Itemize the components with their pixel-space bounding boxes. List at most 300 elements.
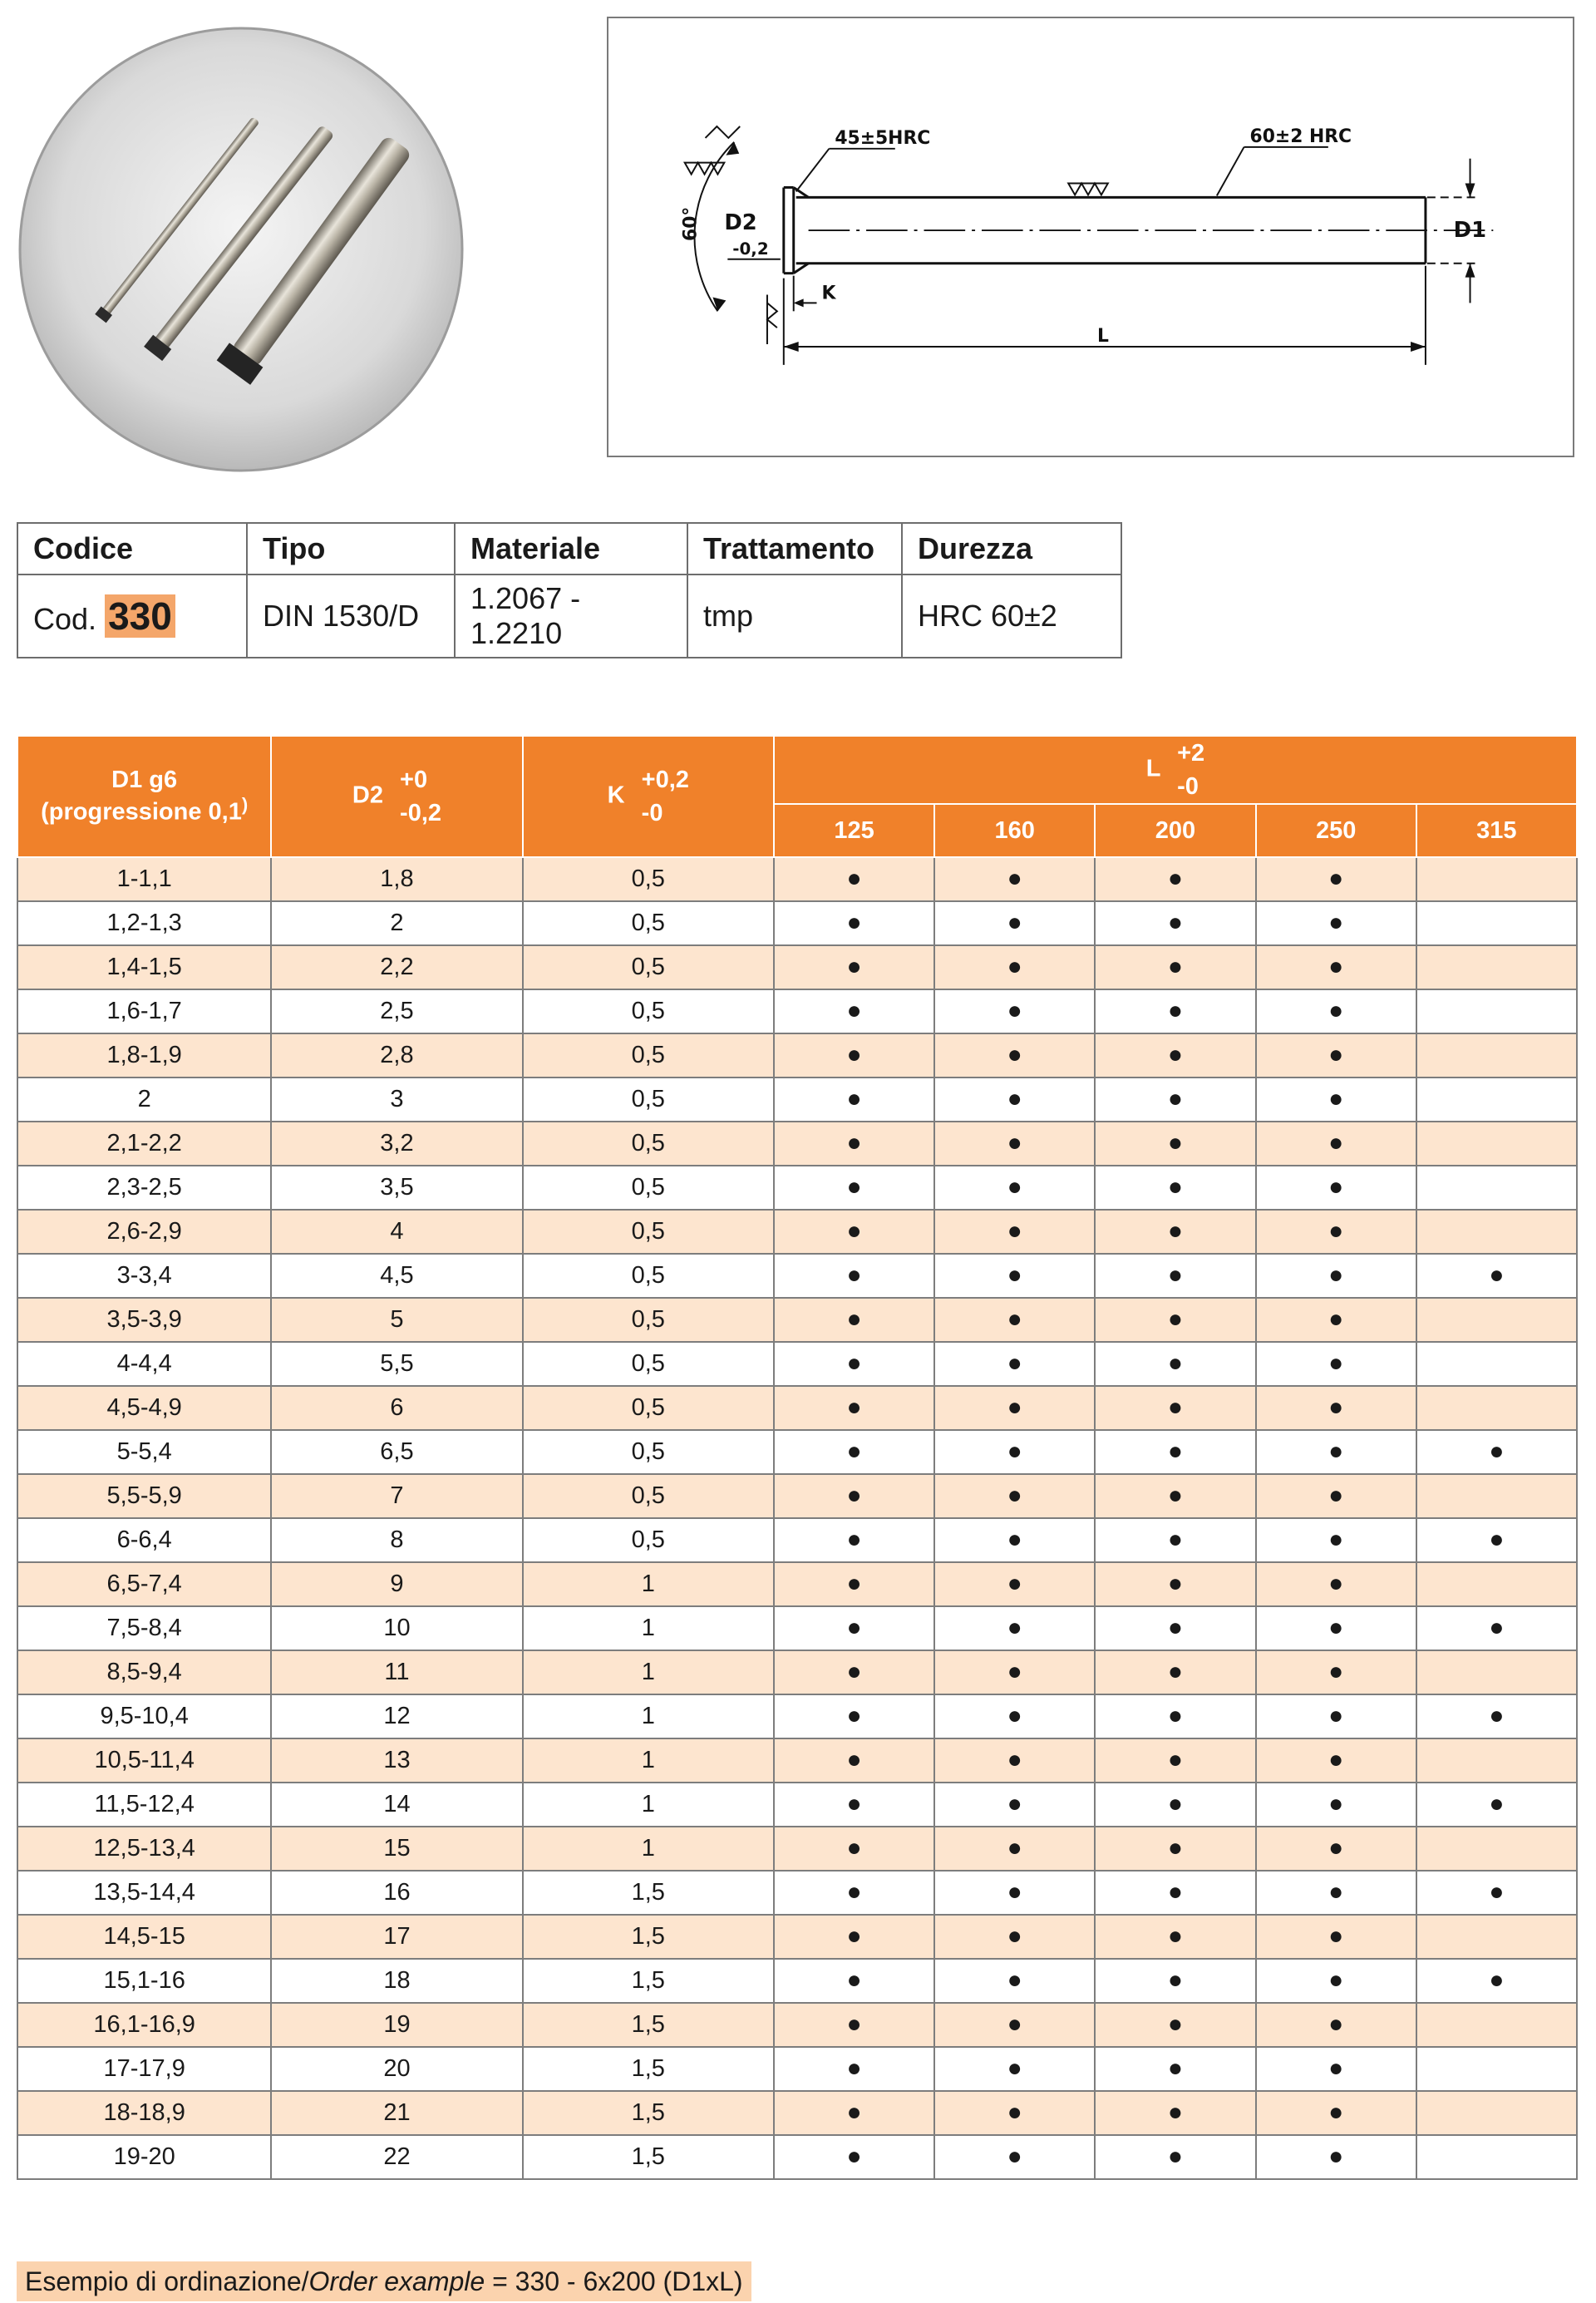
availability-dot: ● <box>1489 1966 1505 1994</box>
availability-dot: ● <box>846 1129 862 1156</box>
cell-availability-125 <box>774 1342 934 1386</box>
cell-availability-125 <box>774 1783 934 1827</box>
table-row <box>17 1518 1577 1562</box>
table-row <box>17 2047 1577 2091</box>
cell-availability-250 <box>1256 1606 1416 1650</box>
availability-dot: ● <box>846 1790 862 1817</box>
availability-dot: ● <box>846 1614 862 1641</box>
availability-dot: ● <box>1328 1966 1344 1994</box>
availability-dot: ● <box>846 1173 862 1201</box>
header-d1-sub: (progressione 0,1 <box>41 798 242 826</box>
availability-dot: ● <box>1167 953 1183 980</box>
cell-availability-200 <box>1095 1915 1255 1959</box>
cell-availability-315 <box>1416 1783 1577 1827</box>
availability-dot: ● <box>1328 1746 1344 1773</box>
cell-availability-250 <box>1256 1783 1416 1827</box>
cell-k: 1,5 <box>523 2135 774 2179</box>
cell-availability-250 <box>1256 901 1416 945</box>
availability-dot: ● <box>1167 1261 1183 1289</box>
cell-availability-160 <box>934 1959 1095 2003</box>
cell-d1: 12,5-13,4 <box>17 1827 271 1871</box>
cell-d2: 16 <box>271 1871 522 1915</box>
cell-d1: 3-3,4 <box>17 1254 271 1298</box>
spec-header-trattamento: Trattamento <box>687 523 902 575</box>
header-k <box>523 736 774 857</box>
header-length-250: 250 <box>1256 804 1416 857</box>
availability-dot: ● <box>846 2010 862 2038</box>
cell-d2: 6 <box>271 1386 522 1430</box>
availability-dot: ● <box>846 1570 862 1597</box>
availability-dot: ● <box>1007 909 1022 936</box>
cell-availability-125 <box>774 2003 934 2047</box>
angle-label: 60° <box>680 206 702 241</box>
cell-availability-160 <box>934 1694 1095 1738</box>
cell-availability-250 <box>1256 2047 1416 2091</box>
availability-dot: ● <box>1328 2143 1344 2170</box>
cell-availability-200 <box>1095 1033 1255 1078</box>
availability-dot: ● <box>1167 2010 1183 2038</box>
header-d2 <box>271 736 522 857</box>
availability-dot: ● <box>1167 1834 1183 1862</box>
cell-availability-250 <box>1256 1518 1416 1562</box>
cell-availability-250 <box>1256 945 1416 989</box>
cell-availability-250 <box>1256 1959 1416 2003</box>
cell-availability-315 <box>1416 1915 1577 1959</box>
availability-dot: ● <box>1167 1129 1183 1156</box>
availability-dot: ● <box>1007 1041 1022 1068</box>
availability-dot: ● <box>1007 1746 1022 1773</box>
availability-dot: ● <box>1167 1349 1183 1377</box>
table-row <box>17 989 1577 1033</box>
cell-k: 1 <box>523 1738 774 1783</box>
availability-dot: ● <box>1489 1790 1505 1817</box>
availability-dot: ● <box>1007 1129 1022 1156</box>
availability-dot: ● <box>1167 1085 1183 1112</box>
availability-dot: ● <box>1328 1129 1344 1156</box>
spec-header-tipo: Tipo <box>247 523 455 575</box>
cell-d1: 3,5-3,9 <box>17 1298 271 1342</box>
cell-availability-315 <box>1416 1562 1577 1606</box>
cell-availability-125 <box>774 901 934 945</box>
availability-dot: ● <box>1007 1393 1022 1421</box>
cell-availability-250 <box>1256 1871 1416 1915</box>
cell-availability-315 <box>1416 1386 1577 1430</box>
availability-dot: ● <box>1328 1349 1344 1377</box>
cell-k: 0,5 <box>523 1386 774 1430</box>
cell-d2: 21 <box>271 2091 522 2135</box>
cell-k: 1 <box>523 1827 774 1871</box>
cell-k: 1 <box>523 1650 774 1694</box>
availability-dot: ● <box>1167 1393 1183 1421</box>
cell-availability-160 <box>934 1298 1095 1342</box>
cell-k: 0,5 <box>523 989 774 1033</box>
spec-code-number: 330 <box>105 594 175 638</box>
cell-availability-200 <box>1095 1254 1255 1298</box>
availability-dot: ● <box>1328 1658 1344 1685</box>
cell-availability-160 <box>934 945 1095 989</box>
cell-d2: 4 <box>271 1210 522 1254</box>
cell-availability-200 <box>1095 1122 1255 1166</box>
availability-dot: ● <box>1489 1438 1505 1465</box>
cell-availability-250 <box>1256 1033 1416 1078</box>
availability-dot: ● <box>846 1966 862 1994</box>
header-l <box>774 736 1577 804</box>
cell-k: 0,5 <box>523 1298 774 1342</box>
cell-d1: 6,5-7,4 <box>17 1562 271 1606</box>
spec-header-row <box>17 523 1121 575</box>
cell-d1: 2,6-2,9 <box>17 1210 271 1254</box>
availability-dot: ● <box>1328 1834 1344 1862</box>
cell-d1: 13,5-14,4 <box>17 1871 271 1915</box>
availability-dot: ● <box>1007 1349 1022 1377</box>
cell-d2: 2,8 <box>271 1033 522 1078</box>
cell-availability-315 <box>1416 2091 1577 2135</box>
availability-dot: ● <box>1007 865 1022 892</box>
availability-dot: ● <box>1007 1173 1022 1201</box>
cell-availability-200 <box>1095 1562 1255 1606</box>
cell-d2: 6,5 <box>271 1430 522 1474</box>
cell-availability-125 <box>774 2135 934 2179</box>
cell-d2: 3,2 <box>271 1122 522 1166</box>
cell-d1: 1,8-1,9 <box>17 1033 271 1078</box>
availability-dot: ● <box>1328 997 1344 1024</box>
cell-availability-160 <box>934 1650 1095 1694</box>
availability-dot: ● <box>1007 2143 1022 2170</box>
cell-availability-200 <box>1095 1738 1255 1783</box>
availability-dot: ● <box>1328 1041 1344 1068</box>
spec-table <box>17 522 1122 658</box>
availability-dot: ● <box>1007 1614 1022 1641</box>
availability-dot: ● <box>1328 1790 1344 1817</box>
table-row <box>17 1606 1577 1650</box>
cell-availability-315 <box>1416 1254 1577 1298</box>
availability-dot: ● <box>1007 1878 1022 1906</box>
cell-availability-160 <box>934 1122 1095 1166</box>
availability-dot: ● <box>1007 1305 1022 1333</box>
cell-availability-160 <box>934 2091 1095 2135</box>
cell-availability-250 <box>1256 1430 1416 1474</box>
table-row <box>17 1078 1577 1122</box>
spec-tipo: DIN 1530/D <box>247 575 455 658</box>
availability-dot: ● <box>1007 953 1022 980</box>
availability-dot: ● <box>846 1393 862 1421</box>
availability-dot: ● <box>1007 1834 1022 1862</box>
cell-availability-315 <box>1416 2047 1577 2091</box>
availability-dot: ● <box>1007 2098 1022 2126</box>
spec-durezza: HRC 60±2 <box>902 575 1121 658</box>
cell-availability-125 <box>774 1915 934 1959</box>
spec-code-cell <box>17 575 247 658</box>
cell-availability-250 <box>1256 1474 1416 1518</box>
availability-dot: ● <box>846 1922 862 1950</box>
cell-availability-200 <box>1095 1606 1255 1650</box>
cell-availability-200 <box>1095 1298 1255 1342</box>
availability-dot: ● <box>1328 1261 1344 1289</box>
cell-k: 1 <box>523 1562 774 1606</box>
cell-d2: 4,5 <box>271 1254 522 1298</box>
table-row <box>17 1342 1577 1386</box>
header-d1 <box>17 736 271 857</box>
availability-dot: ● <box>1007 1922 1022 1950</box>
cell-k: 1,5 <box>523 1871 774 1915</box>
cell-availability-200 <box>1095 2003 1255 2047</box>
cell-availability-125 <box>774 945 934 989</box>
availability-dot: ● <box>1167 909 1183 936</box>
cell-d2: 11 <box>271 1650 522 1694</box>
cell-d2: 18 <box>271 1959 522 2003</box>
table-row <box>17 1122 1577 1166</box>
dimensions-table <box>17 735 1578 2180</box>
cell-d1: 11,5-12,4 <box>17 1783 271 1827</box>
cell-availability-315 <box>1416 2135 1577 2179</box>
availability-dot: ● <box>1328 2054 1344 2082</box>
cell-d2: 19 <box>271 2003 522 2047</box>
header-d1-label: D1 g6 <box>111 767 178 794</box>
availability-dot: ● <box>1167 1790 1183 1817</box>
cell-d2: 22 <box>271 2135 522 2179</box>
availability-dot: ● <box>846 1261 862 1289</box>
cell-availability-250 <box>1256 1122 1416 1166</box>
order-example-value: = 330 - 6x200 (D1xL) <box>485 2266 743 2296</box>
cell-availability-160 <box>934 2003 1095 2047</box>
cell-availability-315 <box>1416 2003 1577 2047</box>
availability-dot: ● <box>1328 1305 1344 1333</box>
spec-trattamento: tmp <box>687 575 902 658</box>
cell-d1: 5,5-5,9 <box>17 1474 271 1518</box>
cell-availability-315 <box>1416 857 1577 901</box>
spec-header-materiale: Materiale <box>455 523 687 575</box>
cell-d2: 5,5 <box>271 1342 522 1386</box>
cell-availability-160 <box>934 1915 1095 1959</box>
cell-availability-200 <box>1095 1694 1255 1738</box>
availability-dot: ● <box>1328 1922 1344 1950</box>
order-example-label-en: Order example <box>308 2266 485 2296</box>
availability-dot: ● <box>1007 1526 1022 1553</box>
cell-availability-125 <box>774 1562 934 1606</box>
availability-dot: ● <box>1007 1966 1022 1994</box>
order-example <box>17 2261 751 2301</box>
cell-availability-160 <box>934 1783 1095 1827</box>
cell-availability-250 <box>1256 1078 1416 1122</box>
cell-d1: 1-1,1 <box>17 857 271 901</box>
cell-availability-315 <box>1416 1650 1577 1694</box>
availability-dot: ● <box>846 1349 862 1377</box>
cell-availability-250 <box>1256 1342 1416 1386</box>
cell-availability-125 <box>774 2091 934 2135</box>
cell-availability-250 <box>1256 2135 1416 2179</box>
availability-dot: ● <box>846 1041 862 1068</box>
cell-d1: 14,5-15 <box>17 1915 271 1959</box>
cell-d1: 9,5-10,4 <box>17 1694 271 1738</box>
cell-availability-125 <box>774 1606 934 1650</box>
availability-dot: ● <box>1167 1526 1183 1553</box>
header-row-1 <box>17 736 1577 804</box>
cell-d2: 10 <box>271 1606 522 1650</box>
spec-header-durezza: Durezza <box>902 523 1121 575</box>
cell-d1: 7,5-8,4 <box>17 1606 271 1650</box>
cell-k: 0,5 <box>523 857 774 901</box>
availability-dot: ● <box>1328 1614 1344 1641</box>
availability-dot: ● <box>846 2054 862 2082</box>
cell-availability-125 <box>774 1738 934 1783</box>
table-row <box>17 1430 1577 1474</box>
cell-availability-200 <box>1095 1078 1255 1122</box>
spec-header-codice: Codice <box>17 523 247 575</box>
availability-dot: ● <box>1489 1261 1505 1289</box>
table-row <box>17 2091 1577 2135</box>
cell-availability-160 <box>934 1606 1095 1650</box>
dimensions-table-body <box>17 857 1577 2179</box>
cell-availability-160 <box>934 901 1095 945</box>
cell-availability-200 <box>1095 857 1255 901</box>
cell-availability-315 <box>1416 1122 1577 1166</box>
cell-availability-315 <box>1416 1474 1577 1518</box>
header-d2-tol-minus: -0,2 <box>400 800 442 826</box>
availability-dot: ● <box>1167 865 1183 892</box>
availability-dot: ● <box>846 953 862 980</box>
header-k-label: K <box>607 782 625 809</box>
table-row <box>17 1210 1577 1254</box>
cell-availability-200 <box>1095 2135 1255 2179</box>
header-d2-tol-plus: +0 <box>400 767 428 793</box>
availability-dot: ● <box>846 1217 862 1245</box>
cell-availability-250 <box>1256 1166 1416 1210</box>
cell-k: 1,5 <box>523 1959 774 2003</box>
availability-dot: ● <box>1007 1658 1022 1685</box>
technical-drawing <box>607 17 1574 457</box>
cell-k: 1 <box>523 1694 774 1738</box>
cell-availability-315 <box>1416 1078 1577 1122</box>
cell-d2: 12 <box>271 1694 522 1738</box>
availability-dot: ● <box>1328 1570 1344 1597</box>
cell-k: 0,5 <box>523 945 774 989</box>
availability-dot: ● <box>1328 1085 1344 1112</box>
availability-dot: ● <box>846 865 862 892</box>
cell-d1: 10,5-11,4 <box>17 1738 271 1783</box>
cell-availability-315 <box>1416 1827 1577 1871</box>
table-row <box>17 1650 1577 1694</box>
table-row <box>17 1562 1577 1606</box>
cell-d1: 8,5-9,4 <box>17 1650 271 1694</box>
d2-tol-label: -0,2 <box>732 239 769 259</box>
cell-d1: 16,1-16,9 <box>17 2003 271 2047</box>
availability-dot: ● <box>1167 1702 1183 1729</box>
availability-dot: ● <box>1007 1085 1022 1112</box>
cell-availability-125 <box>774 1871 934 1915</box>
availability-dot: ● <box>1328 2098 1344 2126</box>
cell-availability-200 <box>1095 1342 1255 1386</box>
cell-availability-160 <box>934 2135 1095 2179</box>
availability-dot: ● <box>1167 1966 1183 1994</box>
table-row <box>17 2003 1577 2047</box>
availability-dot: ● <box>1167 1217 1183 1245</box>
cell-k: 0,5 <box>523 1342 774 1386</box>
cell-d2: 3,5 <box>271 1166 522 1210</box>
cell-d2: 8 <box>271 1518 522 1562</box>
cell-d1: 5-5,4 <box>17 1430 271 1474</box>
cell-availability-250 <box>1256 1694 1416 1738</box>
cell-availability-160 <box>934 1562 1095 1606</box>
availability-dot: ● <box>1167 997 1183 1024</box>
availability-dot: ● <box>846 1526 862 1553</box>
cell-availability-315 <box>1416 1871 1577 1915</box>
availability-dot: ● <box>1007 2054 1022 2082</box>
availability-dot: ● <box>846 1834 862 1862</box>
cell-availability-315 <box>1416 1033 1577 1078</box>
cell-availability-200 <box>1095 2091 1255 2135</box>
availability-dot: ● <box>1328 2010 1344 2038</box>
availability-dot: ● <box>846 909 862 936</box>
header-length-125: 125 <box>774 804 934 857</box>
cell-availability-160 <box>934 1210 1095 1254</box>
cell-k: 0,5 <box>523 1430 774 1474</box>
product-photo <box>17 25 466 474</box>
d2-label: D2 <box>724 210 757 236</box>
table-row <box>17 901 1577 945</box>
availability-dot: ● <box>1167 2054 1183 2082</box>
cell-availability-160 <box>934 1430 1095 1474</box>
cell-k: 1 <box>523 1606 774 1650</box>
cell-availability-125 <box>774 1254 934 1298</box>
cell-d1: 4,5-4,9 <box>17 1386 271 1430</box>
cell-availability-125 <box>774 1827 934 1871</box>
table-row <box>17 1166 1577 1210</box>
availability-dot: ● <box>1167 1614 1183 1641</box>
table-row <box>17 1738 1577 1783</box>
cell-availability-250 <box>1256 1915 1416 1959</box>
availability-dot: ● <box>1328 1702 1344 1729</box>
availability-dot: ● <box>1167 1922 1183 1950</box>
cell-availability-200 <box>1095 945 1255 989</box>
cell-d2: 20 <box>271 2047 522 2091</box>
cell-d1: 6-6,4 <box>17 1518 271 1562</box>
cell-availability-160 <box>934 1254 1095 1298</box>
availability-dot: ● <box>1328 953 1344 980</box>
cell-availability-250 <box>1256 1298 1416 1342</box>
cell-k: 0,5 <box>523 1166 774 1210</box>
cell-availability-315 <box>1416 1166 1577 1210</box>
cell-availability-200 <box>1095 1783 1255 1827</box>
cell-k: 1,5 <box>523 2003 774 2047</box>
cell-k: 0,5 <box>523 1033 774 1078</box>
availability-dot: ● <box>846 997 862 1024</box>
cell-availability-160 <box>934 1078 1095 1122</box>
table-row <box>17 1298 1577 1342</box>
cell-availability-125 <box>774 1518 934 1562</box>
cell-availability-250 <box>1256 1210 1416 1254</box>
cell-d2: 2 <box>271 901 522 945</box>
availability-dot: ● <box>1167 2143 1183 2170</box>
cell-availability-250 <box>1256 2091 1416 2135</box>
cell-d2: 14 <box>271 1783 522 1827</box>
availability-dot: ● <box>846 1658 862 1685</box>
cell-k: 1,5 <box>523 1915 774 1959</box>
order-example-label-it: Esempio di ordinazione/ <box>25 2266 309 2296</box>
availability-dot: ● <box>1167 1438 1183 1465</box>
cell-availability-200 <box>1095 1166 1255 1210</box>
cell-d1: 17-17,9 <box>17 2047 271 2091</box>
cell-availability-125 <box>774 1122 934 1166</box>
cell-availability-315 <box>1416 1518 1577 1562</box>
cell-availability-250 <box>1256 1650 1416 1694</box>
cell-k: 0,5 <box>523 1210 774 1254</box>
availability-dot: ● <box>846 1438 862 1465</box>
cell-availability-160 <box>934 1738 1095 1783</box>
availability-dot: ● <box>846 2098 862 2126</box>
cell-d1: 15,1-16 <box>17 1959 271 2003</box>
header-length-315: 315 <box>1416 804 1577 857</box>
cell-d2: 2,2 <box>271 945 522 989</box>
